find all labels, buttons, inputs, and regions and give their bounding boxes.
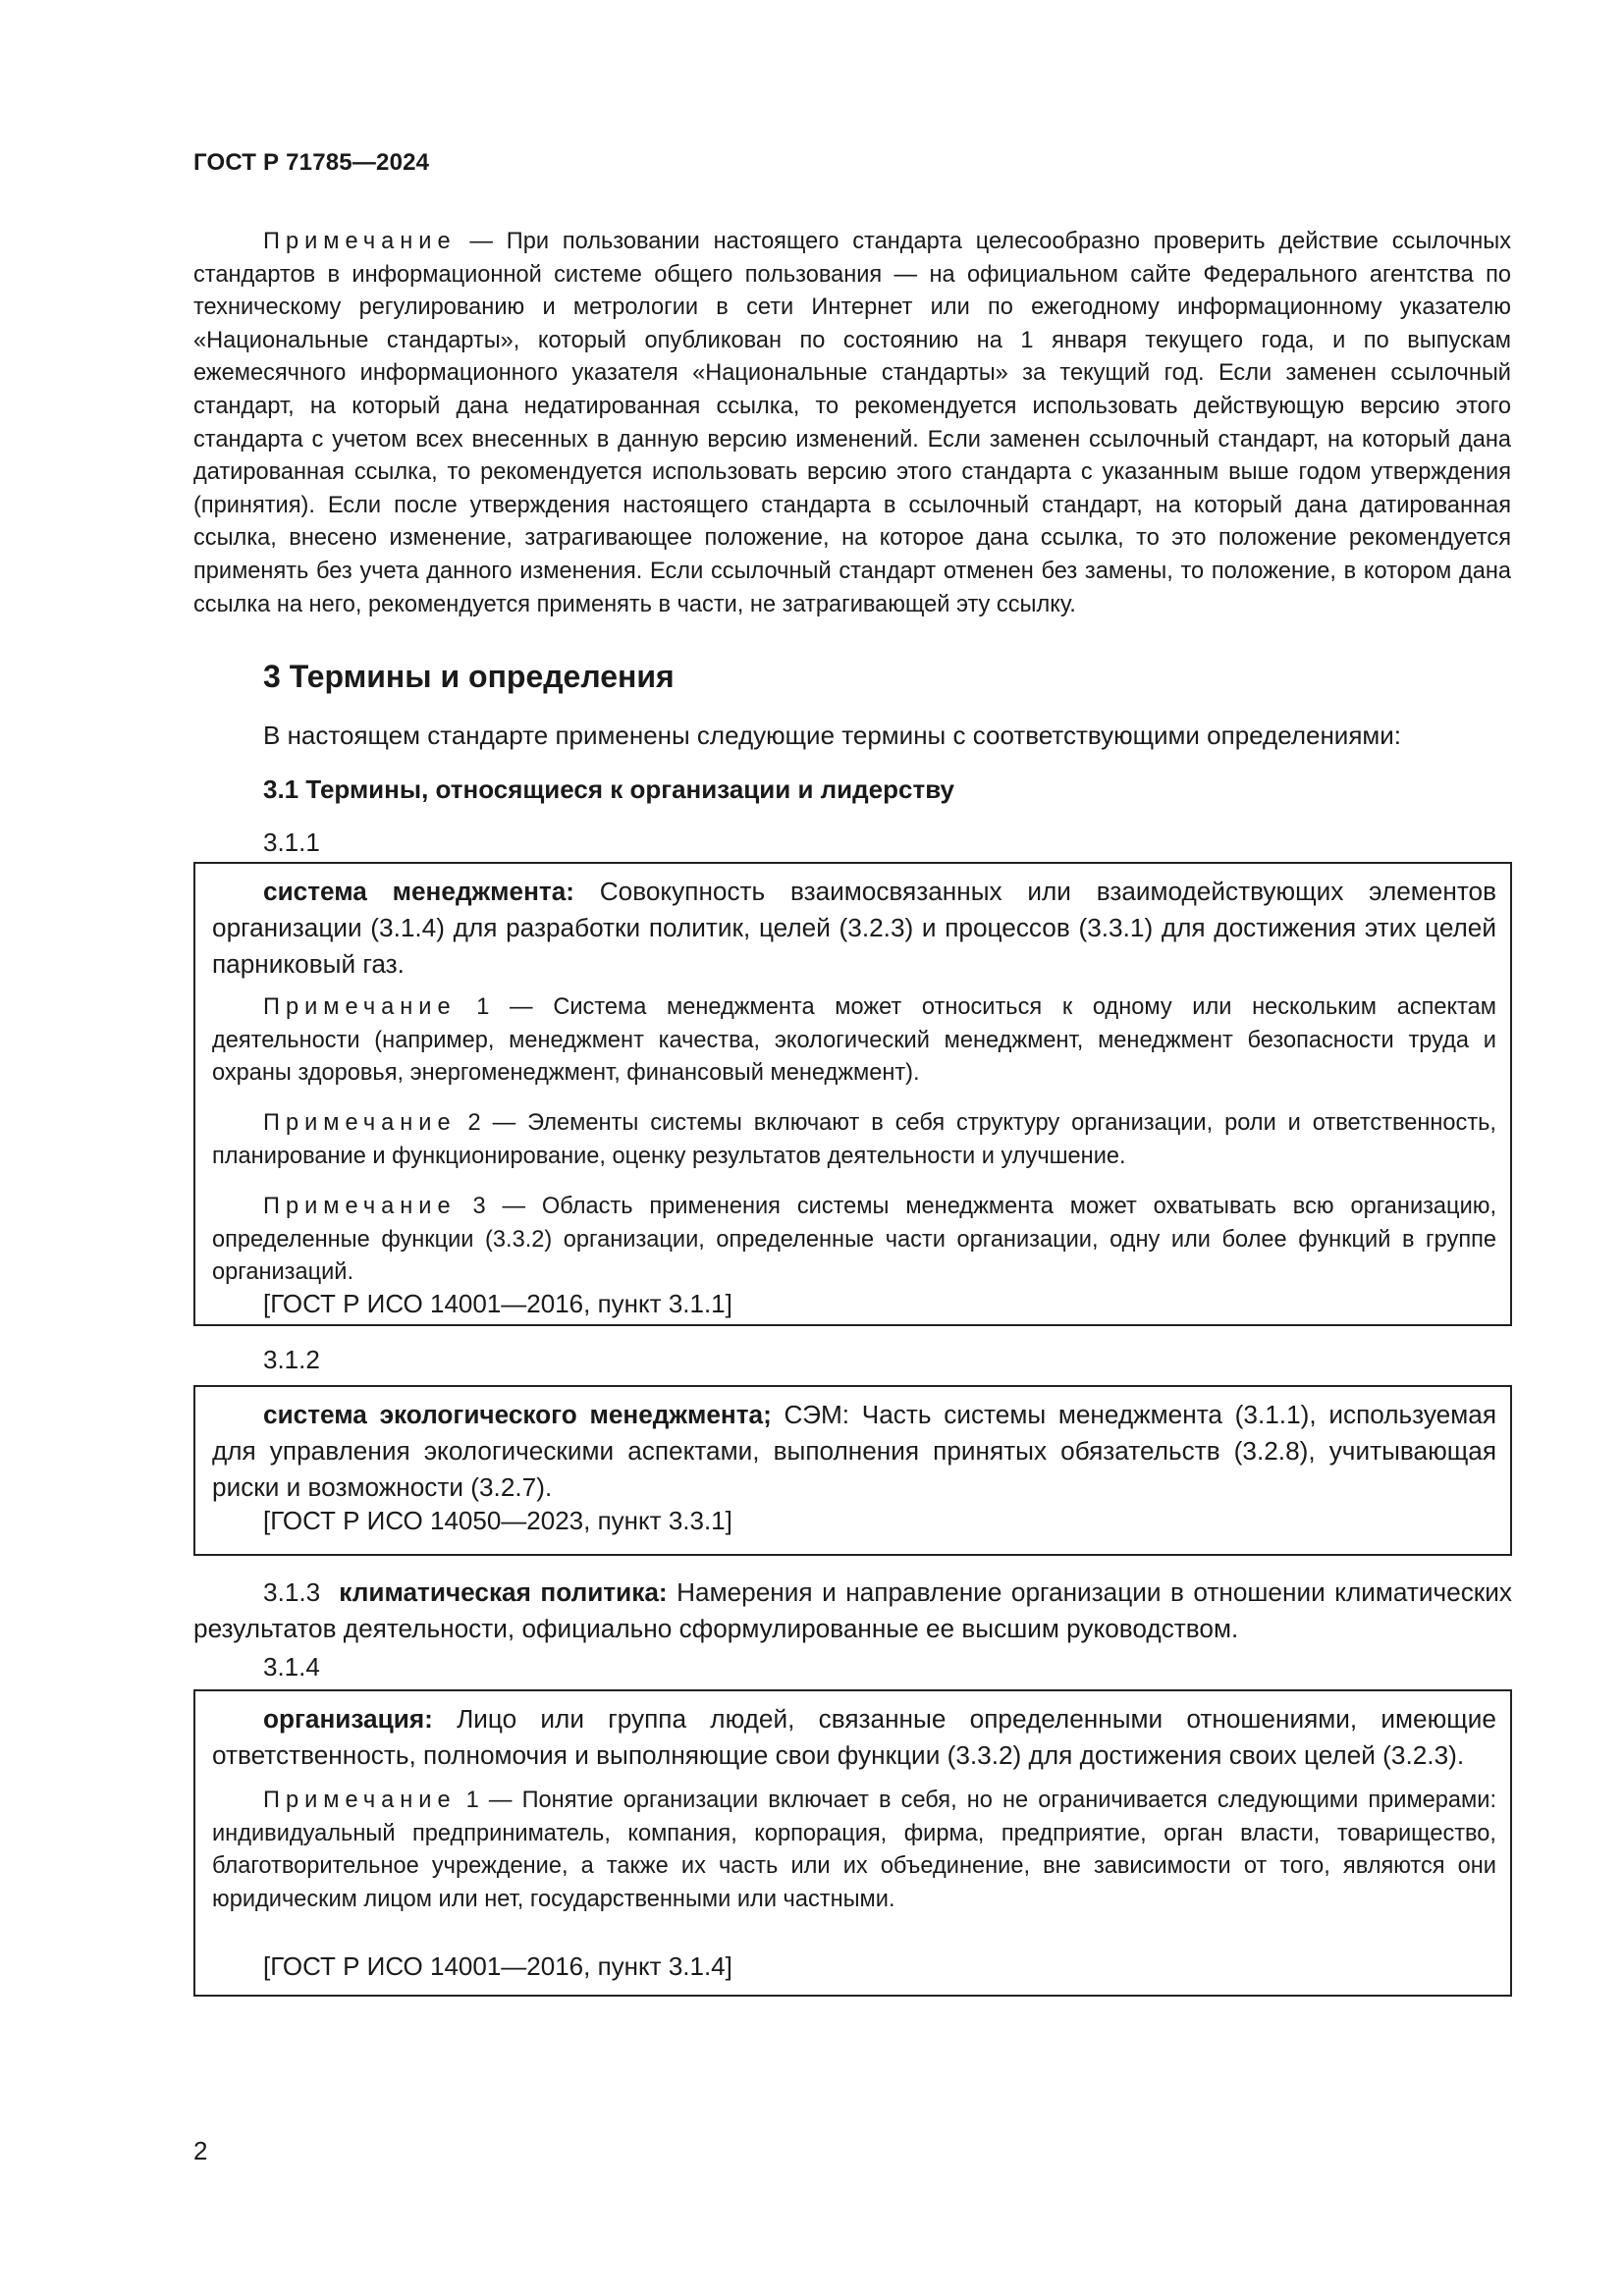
term-box-3-1-1 [193,862,1512,1326]
term-box-3-1-2 [193,1385,1512,1556]
term-box-3-1-4 [193,1689,1512,1997]
term-definition: система экологического менеджмента; СЭМ: Часть системы менеджмента (3.1.1), используемая для управления экологическими аспектами, выполнения принятых обязательств (3.2.8), учитывающая риски и возможности (3.2.7). [212,1400,1496,1502]
note-text: — При пользовании настоящего стандарта целесообразно проверить действие ссылочных стандартов в информационной системе общего пользования — на официальном сайте Федерального агентства по техническому регулированию и метрологии в сети Интернет или по ежегодному информационному указателю «Национальные стандарты», который опубликован по состоянию на 1 января текущего года, и по выпускам ежемесячного информационного указателя «Национальные стандарты» за текущий год. Если заменен ссылочный стандарт, на который дана недатированная ссылка, то рекомендуется использовать действующую версию этого стандарта с учетом всех внесенных в данную версию изменений. Если заменен ссылочный стандарт, на который дана датированная ссылка, то рекомендуется использовать версию этого стандарта с указанным выше годом утверждения (принятия). Если после утверждения настоящего стандарта в ссылочный стандарт, на который дана датированная ссылка, внесено изменение, затрагивающее положение, на которое дана ссылка, то это положение рекомендуется применять без учета данного изменения. Если ссылочный стандарт отменен без замены, то положение, в котором дана ссылка на него, рекомендуется применять в части, не затрагивающей эту ссылку. [193,229,1511,617]
term-name: климатическая политика: [339,1577,668,1607]
term-note-2: Примечание 2 — Элементы системы включают в себя структуру организации, роли и ответственность, планирование и функционирование, оценку результатов деятельности и улучшение. [212,1110,1496,1169]
term-number-3-1-1: 3.1.1 [263,828,320,857]
page-number: 2 [193,2136,208,2165]
term-definition: организация: Лицо или группа людей, связанные определенными отношениями, имеющие ответственность, полномочия и выполняющие свои функции (3.3.2) для достижения своих целей (3.2.3). [212,1704,1496,1770]
reference-note [193,226,1511,621]
section-title: 3 Термины и определения [263,659,675,694]
term-definition: система менеджмента: Совокупность взаимосвязанных или взаимодействующих элементов организации (3.1.4) для разработки политик, целей (3.2.3) и процессов (3.3.1) для достижения этих целей парниковый газ. [212,877,1497,979]
document-header: ГОСТ Р 71785—2024 [193,149,430,176]
term-number-3-1-2: 3.1.2 [263,1345,320,1374]
term-source: [ГОСТ Р ИСО 14001—2016, пункт 3.1.4] [263,1951,732,1981]
term-note-1: Примечание 1 — Понятие организации включает в себя, но не ограничивается следующими примерами: индивидуальный предприниматель, компания, корпорация, фирма, предприятие, орган власти, товарищество, благотворительное учреждение, а также их часть или их объединение, вне зависимости от того, являются они юридическим лицом или нет, государственными или частными. [212,1788,1496,1912]
term-3-1-3: 3.1.3 климатическая политика: Намерения и направление организации в отношении климатических результатов деятельности, официально сформулированные ее высшим руководством. [193,1577,1512,1643]
term-name: система менеджмента: [263,877,574,906]
term-source: [ГОСТ Р ИСО 14050—2023, пункт 3.3.1] [263,1506,732,1535]
term-source: [ГОСТ Р ИСО 14001—2016, пункт 3.1.1] [263,1289,732,1318]
note-label: Примечание [263,229,457,254]
term-name: организация: [263,1704,433,1734]
term-note-3: Примечание 3 — Область применения системы менеджмента может охватывать всю организацию, определенные функции (3.3.2) организации, определенные части организации, одну или более функций в группе организаций. [212,1194,1496,1286]
term-number-3-1-4: 3.1.4 [263,1652,320,1682]
term-number-3-1-3: 3.1.3 [263,1577,321,1607]
subsection-title: 3.1 Термины, относящиеся к организации и лидерству [263,774,954,804]
section-intro: В настоящем стандарте применены следующие термины с соответствующими определениями: [263,721,1402,750]
term-name: система экологического менеджмента; [263,1400,772,1429]
term-note-1: Примечание 1 — Система менеджмента может относиться к одному или нескольким аспектам деятельности (например, менеджмент качества, экологический менеджмент, менеджмент безопасности труда и охраны здоровья, энергоменеджмент, финансовый менеджмент). [212,994,1496,1087]
